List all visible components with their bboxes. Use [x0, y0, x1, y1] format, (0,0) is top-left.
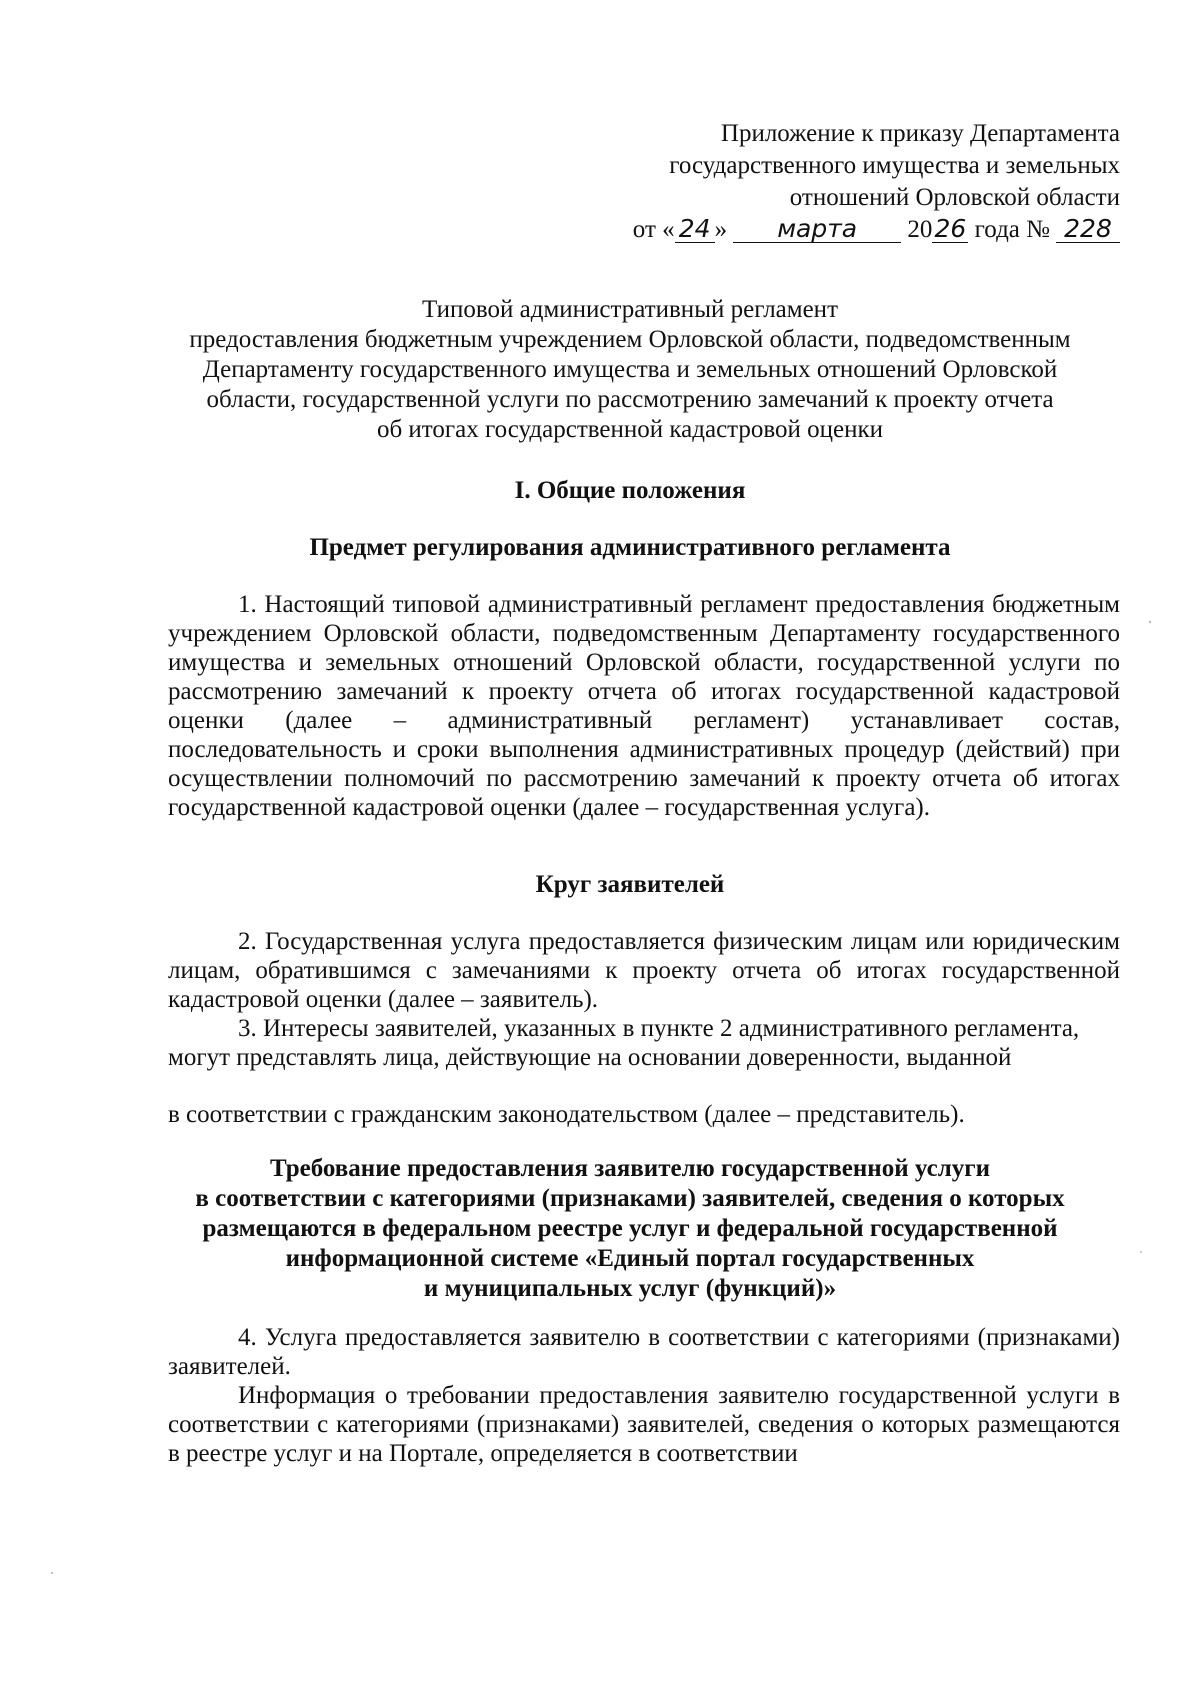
- requirement-heading-line-1: Требование предоставления заявителю государственной услуги: [270, 1155, 990, 1182]
- handwritten-day: 24: [675, 216, 715, 243]
- document-title: [150, 295, 1110, 445]
- paragraph-5: Информация о требовании предоставления заявителю государственной услуги в соответствии с категориями (признаками) заявителей, сведения о которых размещаются в реестре услуг и на Портале, определяется в соответствии: [168, 1382, 1120, 1467]
- date-quote-close: »: [714, 216, 728, 243]
- paragraph-3: 3. Интересы заявителей, указанных в пункте 2 административного регламента, могут представлять лица, действующие на основании доверенности, выданной: [168, 1015, 1080, 1071]
- paragraph-3-continuation: в соответствии с гражданским законодательством (далее – представитель).: [168, 1101, 965, 1128]
- section-heading-general: I. Общие положения: [514, 477, 746, 504]
- subheading-requirement: [150, 1154, 1110, 1304]
- requirement-heading-line-5: и муниципальных услуг (функций)»: [423, 1275, 837, 1302]
- year-prefix: 20: [907, 216, 933, 243]
- paragraph-1: 1. Настоящий типовой административный регламент предоставления бюджетным учреждением Орловской области, подведомственным Департаменту государственного имущества и земельных отношений Орловской области, государственной услуги по рассмотрению замечаний к проекту отчета об итогах государственной кадастровой оценки (далее – административный регламент) устанавливает состав, последовательность и сроки выполнения административных процедур (действий) при осуществлении полномочий по рассмотрению замечаний к проекту отчета об итогах государственной кадастровой оценки (далее – государственная услуга).: [168, 591, 1120, 821]
- subheading-applicants: Круг заявителей: [535, 871, 725, 898]
- title-line-1: Типовой административный регламент: [421, 296, 838, 323]
- requirement-heading-line-2: в соответствии с категориями (признаками) заявителей, сведения о которых: [195, 1185, 1065, 1212]
- year-word: года №: [974, 216, 1050, 243]
- paragraph-2: 2. Государственная услуга предоставляется физическим лицам или юридическим лицам, обратившимся с замечаниями к проекту отчета об итогах государственной кадастровой оценки (далее – заявитель).: [168, 928, 1120, 1013]
- order-date-line: [560, 214, 1120, 246]
- header-line-2: государственного имущества и земельных: [669, 152, 1120, 179]
- title-line-3: Департаменту государственного имущества и земельных отношений Орловской: [202, 356, 1058, 383]
- title-line-2: предоставления бюджетным учреждением Орловской области, подведомственным: [189, 326, 1071, 353]
- header-line-3: отношений Орловской области: [789, 184, 1120, 211]
- handwritten-order-number: 228: [1056, 216, 1120, 243]
- handwritten-month: марта: [733, 216, 901, 243]
- requirement-heading-line-4: информационной системе «Единый портал государственных: [285, 1245, 975, 1272]
- subheading-subject: Предмет регулирования административного регламента: [309, 534, 951, 561]
- date-prefix: от «: [632, 216, 675, 243]
- title-line-5: об итогах государственной кадастровой оценки: [376, 416, 884, 443]
- header-line-1: Приложение к приказу Департамента: [720, 120, 1120, 147]
- title-line-4: области, государственной услуги по рассмотрению замечаний к проекту отчета: [206, 386, 1054, 413]
- order-attachment-header: [560, 118, 1120, 246]
- requirement-heading-line-3: размещаются в федеральном реестре услуг и федеральной государственной: [202, 1215, 1058, 1242]
- handwritten-year: 26: [932, 216, 968, 243]
- paragraph-4: 4. Услуга предоставляется заявителю в соответствии с категориями (признаками) заявителей.: [168, 1324, 1120, 1380]
